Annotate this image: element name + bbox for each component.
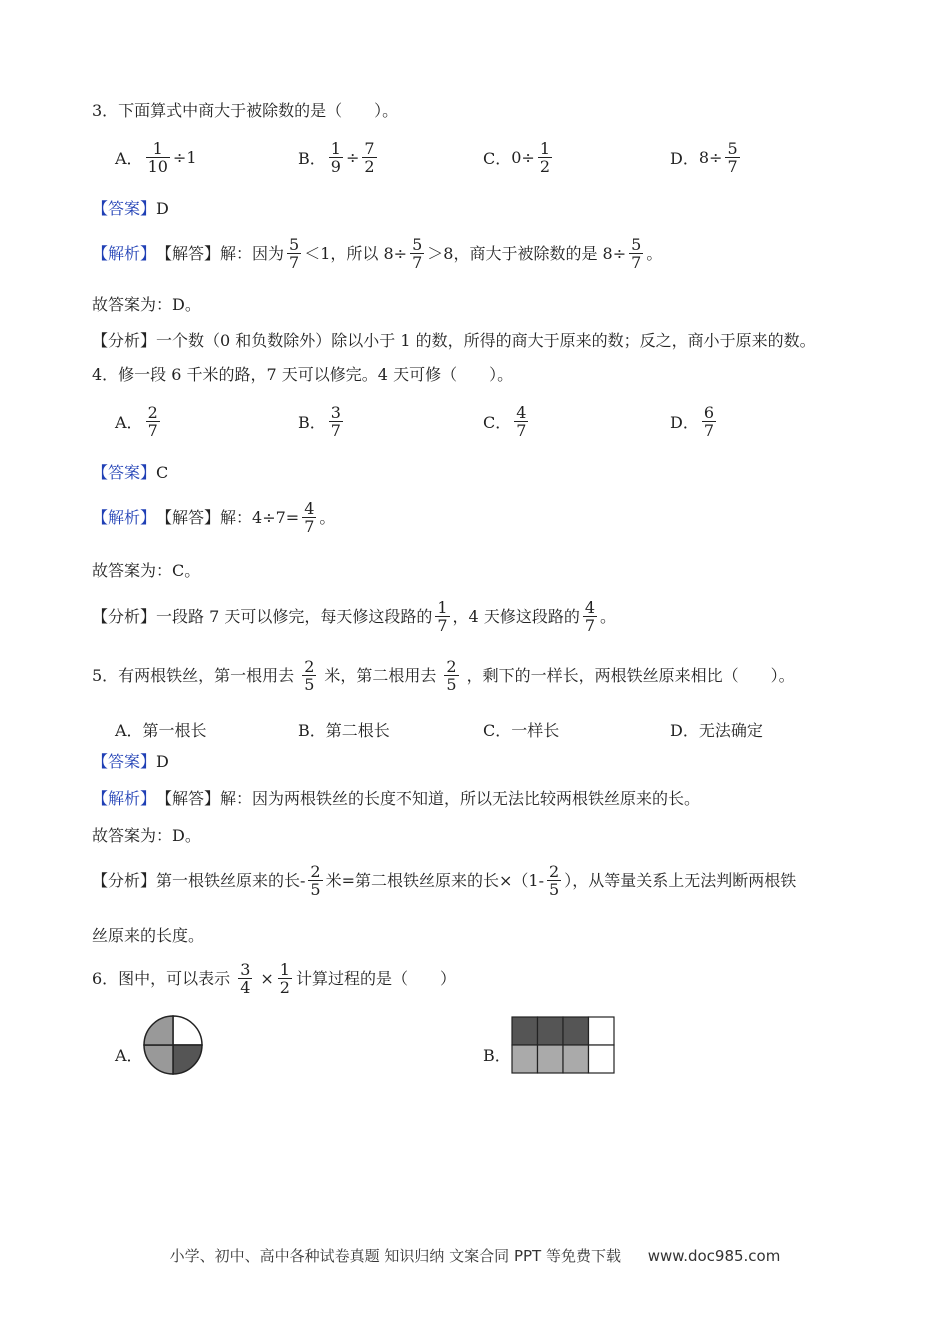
- q4-option-c: C． $\frac{4}{7}$: [483, 403, 527, 440]
- q4-solution: 【解析】 【解答】 解：4÷7= $\frac{4}{7}$ 。: [92, 499, 336, 536]
- q6-option-a-label: A．: [115, 1046, 143, 1065]
- q5-answer: 【答案】 D: [92, 752, 169, 771]
- q6-stem: 6．图中，可以表示 $\frac{3}{4}$ × $\frac{1}{2}$ 计算过程的是（ ）: [92, 960, 456, 997]
- q6-option-b-grid-figure: [511, 1016, 615, 1074]
- q5-option-a: A．第一根长: [115, 721, 207, 740]
- q5-conclusion: 故答案为：D。: [92, 826, 201, 845]
- q3-conclusion: 故答案为：D。: [92, 295, 201, 314]
- q3-option-b: B． $\frac{1}{9}$ ÷ $\frac{7}{2}$: [298, 139, 375, 176]
- q4-option-b: B． $\frac{3}{7}$: [298, 403, 341, 440]
- q4-conclusion: 故答案为：C。: [92, 561, 201, 580]
- q5-option-d: D．无法确定: [670, 721, 763, 740]
- q6-option-b-label: B．: [483, 1046, 511, 1065]
- q3-solution: 【解析】 【解答】 解：因为 $\frac{5}{7}$ ＜1，所以 8÷ $\frac{5}{7}$ ＞8，商大于被除数的是 8÷ $\frac{5}{7}$ 。: [92, 235, 663, 272]
- q3-analysis: 【分析】一个数（0 和负数除外）除以小于 1 的数，所得的商大于原来的数；反之，商小于原来的数。: [92, 331, 816, 350]
- q3-answer: 【答案】 D: [92, 199, 169, 218]
- q4-stem: 4．修一段 6 千米的路，7 天可以修完。4 天可修（ ）。: [92, 365, 514, 384]
- q4-answer: 【答案】 C: [92, 463, 169, 482]
- q5-solution: 【解析】 【解答】 解：因为两根铁丝的长度不知道，所以无法比较两根铁丝原来的长。: [92, 789, 701, 808]
- footer-url[interactable]: www.doc985.com: [647, 1247, 781, 1265]
- q4-option-a: A． $\frac{2}{7}$: [115, 403, 158, 440]
- page-footer: [0, 1245, 950, 1266]
- q5-option-b: B．第二根长: [298, 721, 390, 740]
- footer-text: 小学、初中、高中各种试卷真题 知识归纳 文案合同 PPT 等免费下载: [169, 1247, 621, 1265]
- q3-stem: 3．下面算式中商大于被除数的是（ ）。: [92, 101, 399, 120]
- q5-option-c: C．一样长: [483, 721, 560, 740]
- q5-analysis-cont: 丝原来的长度。: [92, 926, 205, 945]
- q5-analysis: 【分析】第一根铁丝原来的长- $\frac{2}{5}$ 米=第二根铁丝原来的长×（1- $\frac{2}{5}$ ），从等量关系上无法判断两根铁: [92, 862, 797, 899]
- q4-analysis: 【分析】一段路 7 天可以修完，每天修这段路的 $\frac{1}{7}$ ，4 天修这段路的 $\frac{4}{7}$ 。: [92, 598, 617, 635]
- q3-option-a: A． $\frac{1}{10}$ ÷1: [115, 139, 197, 176]
- q5-stem: 5．有两根铁丝，第一根用去 $\frac{2}{5}$ 米，第二根用去 $\frac{2}{5}$ ，剩下的一样长，两根铁丝原来相比（ ）。: [92, 657, 795, 694]
- q3-option-c: C． 0÷ $\frac{1}{2}$: [483, 139, 551, 176]
- q4-option-d: D． $\frac{6}{7}$: [670, 403, 715, 440]
- q6-option-a-circle-figure: [142, 1014, 204, 1076]
- q3-option-d: D． 8÷ $\frac{5}{7}$: [670, 139, 738, 176]
